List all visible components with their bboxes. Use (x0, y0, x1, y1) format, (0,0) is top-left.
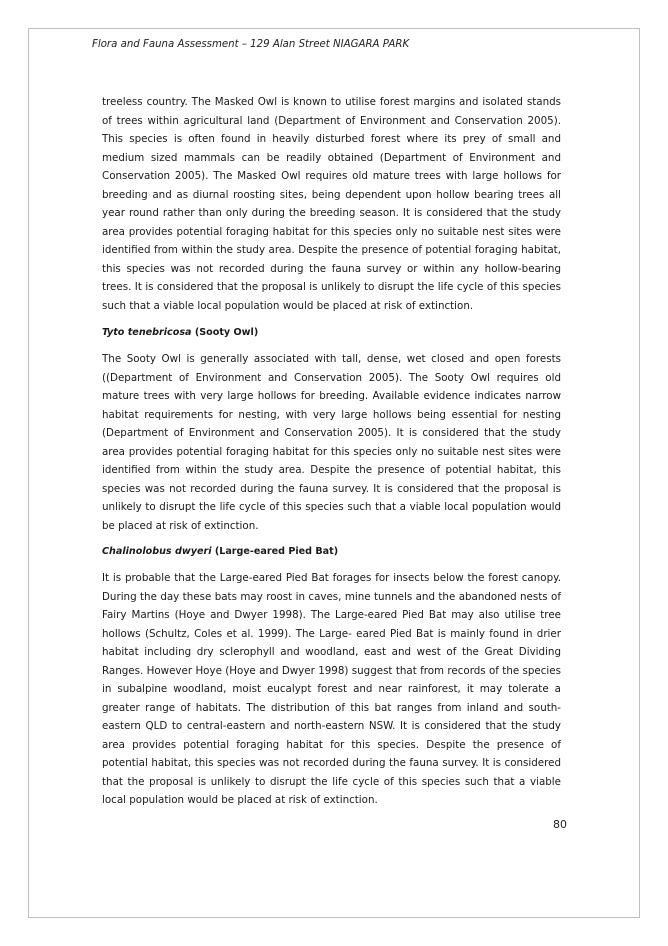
running-header: Flora and Fauna Assessment – 129 Alan Street NIAGARA PARK (92, 39, 410, 50)
intro-paragraph: treeless country. The Masked Owl is known to utilise forest margins and isolated stands of trees within agricultural land (Department of Environment and Conservation 2005). This species is often found in heavily disturbed forest where its prey of small and medium sized mammals can be readily obtained (Department of Environment and Conservation 2005). The Masked Owl requires old mature trees with large hollows for breeding and as diurnal roosting sites, being dependent upon hollow bearing trees all year round rather than only during the breeding season. It is considered that the study area provides potential foraging habitat for this species only no suitable nest sites were identified from within the study area. Despite the presence of potential foraging habitat, this species was not recorded during the fauna survey or within any hollow-bearing trees. It is considered that the proposal is unlikely to disrupt the life cycle of this species such that a viable local population would be placed at risk of extinction. (102, 96, 561, 312)
species-heading (102, 324, 561, 342)
species-section-large-eared-pied-bat (102, 543, 561, 810)
species-paragraph: The Sooty Owl is generally associated with tall, dense, wet closed and open forests ((Department of Environment and Conservation 2005). The Sooty Owl requires old mature trees with very large hollows for breeding. Available evidence indicates narrow habitat requirements for nesting, with very large hollows being essential for nesting (Department of Environment and Conservation 2005). It is considered that the study area provides potential foraging habitat for this species only no suitable nest sites were identified from within the study area. Despite the presence of potential habitat, this species was not recorded during the fauna survey. It is considered that the proposal is unlikely to disrupt the life cycle of this species such that a viable local population would be placed at risk of extinction. (102, 353, 561, 532)
common-name: (Sooty Owl) (194, 327, 259, 338)
page-number: 80 (553, 818, 567, 831)
species-heading (102, 543, 561, 561)
species-section-sooty-owl (102, 324, 561, 535)
common-name: (Large-eared Pied Bat) (214, 546, 339, 557)
scientific-name: Chalinolobus dwyeri (102, 546, 212, 557)
document-body (102, 93, 561, 818)
species-paragraph: It is probable that the Large-eared Pied Bat forages for insects below the forest canopy. During the day these bats may roost in caves, mine tunnels and the abandoned nests of Fairy Martins (Hoye and Dwyer 1998). The Large-eared Pied Bat may also utilise tree hollows (Schultz, Coles et al. 1999). The Large- eared Pied Bat is mainly found in drier habitat including dry sclerophyll and woodland, east and west of the Great Dividing Ranges. However Hoye (Hoye and Dwyer 1998) suggest that from records of the species in subalpine woodland, moist eucalypt forest and near rainforest, it may tolerate a greater range of habitats. The distribution of this bat ranges from inland and south- eastern QLD to central-eastern and north-eastern NSW. It is considered that the study area provides potential foraging habitat for this species. Despite the presence of potential habitat, this species was not recorded during the fauna survey. It is considered that the proposal is unlikely to disrupt the life cycle of this species such that a viable local population would be placed at risk of extinction. (102, 572, 561, 806)
scientific-name: Tyto tenebricosa (102, 327, 192, 338)
